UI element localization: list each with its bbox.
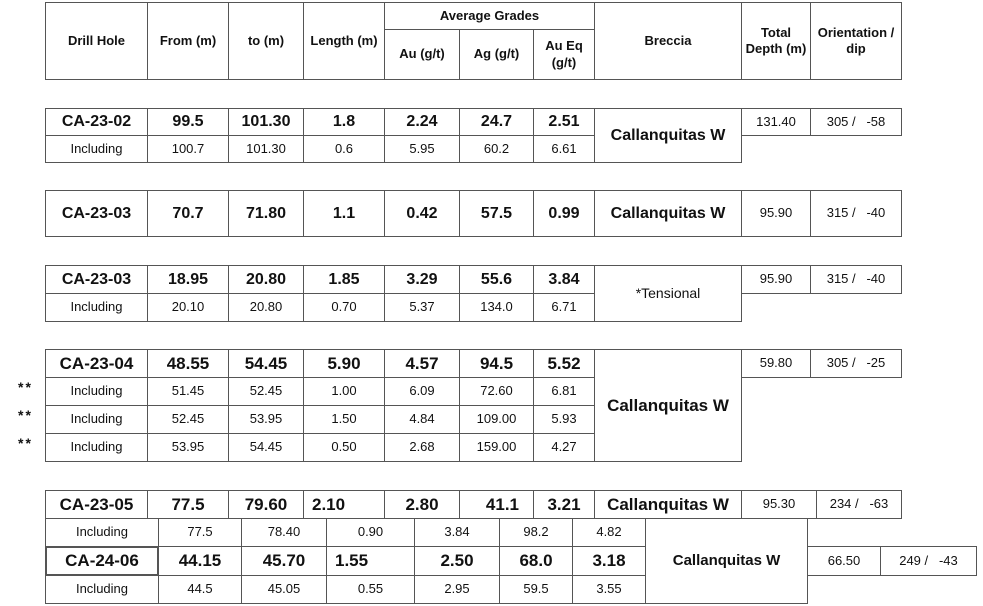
g3-depth: 95.90	[741, 265, 811, 294]
g6-breccia: Callanquitas W	[645, 518, 808, 604]
header-to: to (m)	[228, 2, 304, 80]
g4-inc1-to: 52.45	[228, 377, 304, 406]
g4-inc2-length: 1.50	[303, 405, 385, 434]
g5-orient: 234 / -63	[816, 490, 902, 519]
g4-breccia: Callanquitas W	[594, 349, 742, 462]
g4-inc1-length: 1.00	[303, 377, 385, 406]
g2-to: 71.80	[228, 190, 304, 237]
g4-inc2-to: 53.95	[228, 405, 304, 434]
g1-from: 99.5	[147, 108, 229, 136]
g4-inc3-from: 53.95	[147, 433, 229, 462]
g4-inc2-ag: 109.00	[459, 405, 534, 434]
g1-inc-length: 0.6	[303, 135, 385, 163]
g1-length: 1.8	[303, 108, 385, 136]
g6-inc-au: 2.95	[414, 575, 500, 604]
g4-inc2-from: 52.45	[147, 405, 229, 434]
g5-aueq: 3.21	[533, 490, 595, 519]
g6-inc-from: 44.5	[158, 575, 242, 604]
g1-au: 2.24	[384, 108, 460, 136]
g1-inc-hole: Including	[45, 135, 148, 163]
g5-hole: CA-23-05	[45, 490, 148, 519]
g4-inc1-aueq: 6.81	[533, 377, 595, 406]
g3-au: 3.29	[384, 265, 460, 294]
g5-to: 79.60	[228, 490, 304, 519]
g6-inc-length: 0.55	[326, 575, 415, 604]
g5-inc-au: 3.84	[414, 518, 500, 547]
g4-aueq: 5.52	[533, 349, 595, 378]
g3-hole: CA-23-03	[45, 265, 148, 294]
g6-inc-to: 45.05	[241, 575, 327, 604]
g4-inc3-ag: 159.00	[459, 433, 534, 462]
g4-to: 54.45	[228, 349, 304, 378]
header-average-grades: Average Grades	[384, 2, 595, 30]
header-au: Au (g/t)	[384, 29, 460, 80]
g1-hole: CA-23-02	[45, 108, 148, 136]
g6-orient: 249 / -43	[880, 546, 977, 576]
g5-inc-from: 77.5	[158, 518, 242, 547]
g1-ag: 24.7	[459, 108, 534, 136]
g4-inc3-au: 2.68	[384, 433, 460, 462]
header-drill-hole: Drill Hole	[45, 2, 148, 80]
g1-inc-aueq: 6.61	[533, 135, 595, 163]
g3-inc-length: 0.70	[303, 293, 385, 322]
g4-inc1-marker: **	[18, 379, 33, 395]
g2-hole: CA-23-03	[45, 190, 148, 237]
g4-from: 48.55	[147, 349, 229, 378]
g3-from: 18.95	[147, 265, 229, 294]
g1-inc-from: 100.7	[147, 135, 229, 163]
g3-inc-ag: 134.0	[459, 293, 534, 322]
g4-inc3-hole: Including	[45, 433, 148, 462]
g2-aueq: 0.99	[533, 190, 595, 237]
g4-ag: 94.5	[459, 349, 534, 378]
g3-aueq: 3.84	[533, 265, 595, 294]
g4-depth: 59.80	[741, 349, 811, 378]
g3-inc-aueq: 6.71	[533, 293, 595, 322]
g3-inc-hole: Including	[45, 293, 148, 322]
g3-to: 20.80	[228, 265, 304, 294]
g5-depth: 95.30	[741, 490, 817, 519]
g1-inc-ag: 60.2	[459, 135, 534, 163]
g1-breccia: Callanquitas W	[594, 108, 742, 163]
g4-inc2-hole: Including	[45, 405, 148, 434]
g5-from: 77.5	[147, 490, 229, 519]
g6-from: 44.15	[158, 546, 242, 576]
g2-orient: 315 / -40	[810, 190, 902, 237]
header-breccia: Breccia	[594, 2, 742, 80]
g3-ag: 55.6	[459, 265, 534, 294]
header-ag: Ag (g/t)	[459, 29, 534, 80]
g4-inc3-to: 54.45	[228, 433, 304, 462]
g6-ag: 68.0	[499, 546, 573, 576]
g5-inc-aueq: 4.82	[572, 518, 646, 547]
g5-breccia: Callanquitas W	[594, 490, 742, 519]
g5-au: 2.80	[384, 490, 460, 519]
g3-breccia: *Tensional	[594, 265, 742, 322]
g4-inc2-marker: **	[18, 407, 33, 423]
header-length: Length (m)	[303, 2, 385, 80]
g6-au: 2.50	[414, 546, 500, 576]
g1-depth: 131.40	[741, 108, 811, 136]
g1-orient: 305 / -58	[810, 108, 902, 136]
g6-to: 45.70	[241, 546, 327, 576]
g1-inc-au: 5.95	[384, 135, 460, 163]
g2-depth: 95.90	[741, 190, 811, 237]
g4-orient: 305 / -25	[810, 349, 902, 378]
g4-inc1-ag: 72.60	[459, 377, 534, 406]
header-orientation: Orientation / dip	[810, 2, 902, 80]
g5-inc-hole: Including	[45, 518, 159, 547]
g6-hole: CA-24-06	[45, 546, 159, 576]
g5-inc-to: 78.40	[241, 518, 327, 547]
g1-inc-to: 101.30	[228, 135, 304, 163]
g6-inc-hole: Including	[45, 575, 159, 604]
g4-inc3-aueq: 4.27	[533, 433, 595, 462]
g4-inc3-length: 0.50	[303, 433, 385, 462]
g3-inc-au: 5.37	[384, 293, 460, 322]
g3-inc-from: 20.10	[147, 293, 229, 322]
g4-au: 4.57	[384, 349, 460, 378]
g6-inc-ag: 59.5	[499, 575, 573, 604]
g1-to: 101.30	[228, 108, 304, 136]
g2-ag: 57.5	[459, 190, 534, 237]
g4-inc2-au: 4.84	[384, 405, 460, 434]
g3-inc-to: 20.80	[228, 293, 304, 322]
header-from: From (m)	[147, 2, 229, 80]
g2-from: 70.7	[147, 190, 229, 237]
g5-inc-ag: 98.2	[499, 518, 573, 547]
g3-length: 1.85	[303, 265, 385, 294]
g6-inc-aueq: 3.55	[572, 575, 646, 604]
g5-length: 2.10	[303, 490, 385, 519]
g5-inc-length: 0.90	[326, 518, 415, 547]
g4-inc1-hole: Including	[45, 377, 148, 406]
g6-aueq: 3.18	[572, 546, 646, 576]
g2-au: 0.42	[384, 190, 460, 237]
g3-orient: 315 / -40	[810, 265, 902, 294]
g6-length: 1.55	[326, 546, 415, 576]
g5-ag: 41.1	[459, 490, 534, 519]
g4-inc3-marker: **	[18, 435, 33, 451]
g2-length: 1.1	[303, 190, 385, 237]
g2-breccia: Callanquitas W	[594, 190, 742, 237]
header-total-depth: Total Depth (m)	[741, 2, 811, 80]
header-aueq: Au Eq (g/t)	[533, 29, 595, 80]
g1-aueq: 2.51	[533, 108, 595, 136]
g6-depth: 66.50	[807, 546, 881, 576]
g4-inc1-from: 51.45	[147, 377, 229, 406]
g4-inc2-aueq: 5.93	[533, 405, 595, 434]
g4-length: 5.90	[303, 349, 385, 378]
g4-inc1-au: 6.09	[384, 377, 460, 406]
g4-hole: CA-23-04	[45, 349, 148, 378]
